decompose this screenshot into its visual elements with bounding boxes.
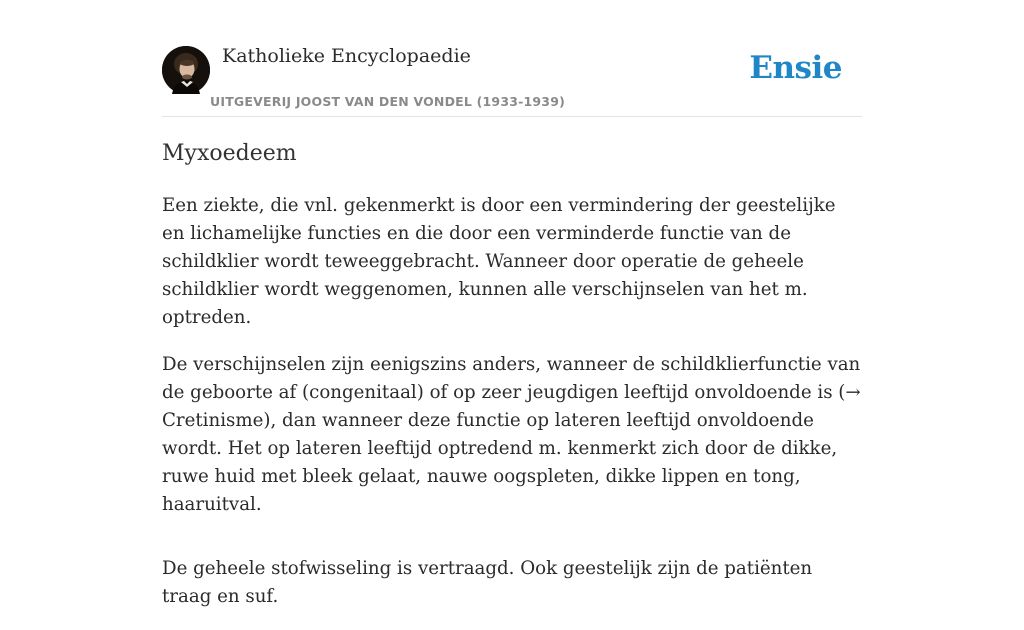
article-body [162, 192, 862, 630]
portrait-icon [162, 46, 210, 94]
page [162, 0, 862, 607]
paragraph: De verschijnselen zijn eenigszins anders, wanneer de schildklierfunctie van de geboorte af (congenitaal) of op zeer jeugdigen leeftijd onvoldoende is (→ Cretinisme), dan wanneer deze functie op lateren leeftijd onvoldoende wordt. Het op lateren leeftijd optredend m. kenmerkt zich door de dikke, ruwe huid met bleek gelaat, nauwe oogspleten, dikke lippen en tong, haaruitval. [162, 354, 861, 515]
author-portrait-avatar[interactable] [162, 46, 210, 94]
publisher-label: UITGEVERIJ JOOST VAN DEN VONDEL (1933-1939) [210, 94, 566, 109]
site-title[interactable]: Katholieke Encyclopaedie [222, 45, 471, 67]
paragraph: De geheele stofwisseling is vertraagd. Ook geestelijk zijn de patiënten traag en suf. [162, 558, 813, 607]
site-header [162, 0, 862, 117]
ensie-logo[interactable]: Ensie [749, 50, 842, 86]
paragraph: Een ziekte, die vnl. gekenmerkt is door een vermindering der geestelijke en lichamelijke functies en die door een verminderde functie van de schildklier wordt teweeggebracht. Wanneer door operatie de geheele schildklier wordt weggenomen, kunnen alle verschijnselen van het m. optreden. [162, 195, 836, 328]
entry-title: Myxoedeem [162, 141, 297, 166]
